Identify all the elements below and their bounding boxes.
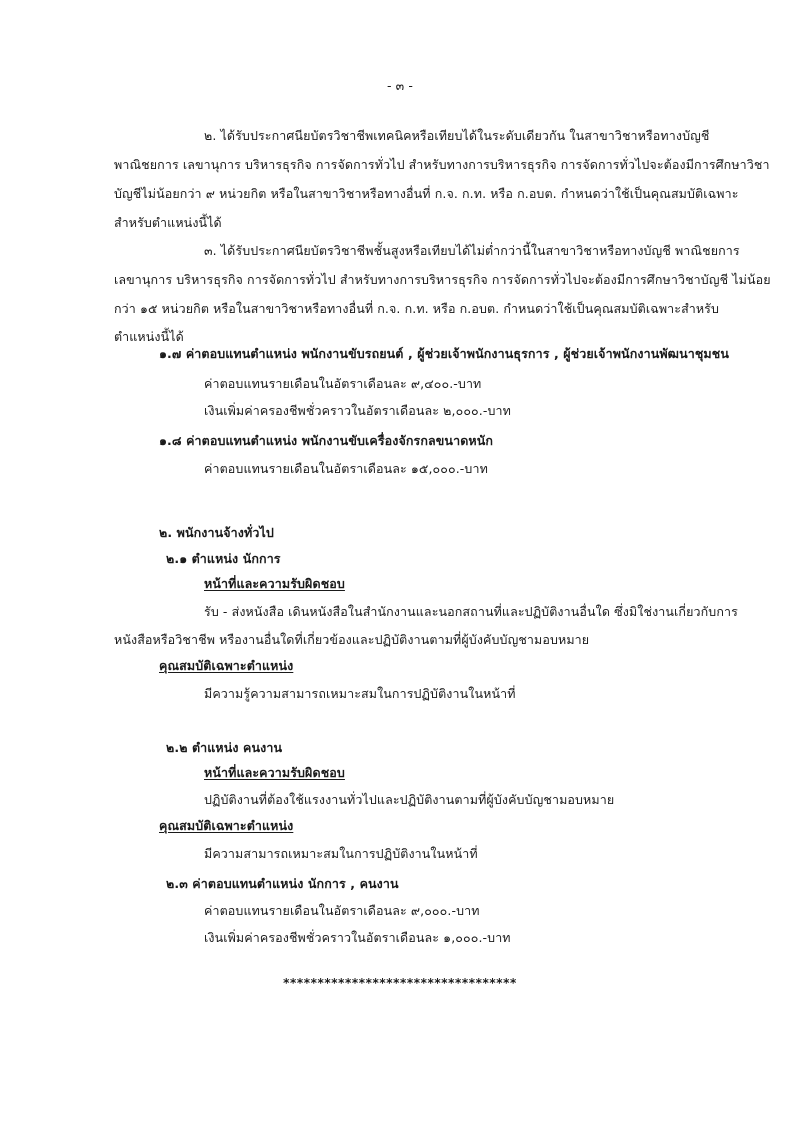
section-2-2-qualification-text: มีความสามารถเหมาะสมในการปฏิบัติงานในหน้าที่ [204,846,478,861]
qualification-3-line-2: เลขานุการ บริหารธุรกิจ การจัดการทั่วไป สำหรับทางการบริหารธุรกิจ การจัดการทั่วไปจะต้องมีการศึกษาวิชาบัญชี ไม่น้อย [114,272,771,287]
section-2-2-qualification-title: คุณสมบัติเฉพาะตำแหน่ง [159,818,294,833]
section-2-3-pay: ค่าตอบแทนรายเดือนในอัตราเดือนละ ๙,๐๐๐.-บาท [204,903,480,918]
section-2-2-duty-title: หน้าที่และความรับผิดชอบ [204,765,345,780]
qualification-3-line-1: ๓. ได้รับประกาศนียบัตรวิชาชีพชั้นสูงหรือเทียบได้ไม่ต่ำกว่านี้ในสาขาวิชาหรือทางบัญชี พาณิชยการ [204,243,740,258]
section-1-7-pay: ค่าตอบแทนรายเดือนในอัตราเดือนละ ๙,๔๐๐.-บาท [204,376,482,391]
section-2-1-duty-line-1: รับ - ส่งหนังสือ เดินหนังสือในสำนักงานและนอกสถานที่และปฏิบัติงานอื่นใด ซึ่งมิใช่งานเกี่ยวกับการ [204,604,738,619]
end-separator: ********************************** [283,976,517,990]
qualification-2-line-3: บัญชีไม่น้อยกว่า ๙ หน่วยกิต หรือในสาขาวิชาหรือทางอื่นที่ ก.จ. ก.ท. หรือ ก.อบต. กำหนดว่าใช้เป็นคุณสมบัติเฉพาะ [114,186,739,201]
section-1-7-allowance: เงินเพิ่มค่าครองชีพชั่วคราวในอัตราเดือนละ ๒,๐๐๐.-บาท [204,403,511,418]
page-number: - ๓ - [386,78,413,93]
section-2-3-heading: ๒.๓ ค่าตอบแทนตำแหน่ง นักการ , คนงาน [166,876,399,891]
qualification-3-line-4: ตำแหน่งนี้ได้ [114,329,184,344]
section-2-1-qualification-text: มีความรู้ความสามารถเหมาะสมในการปฏิบัติงานในหน้าที่ [204,686,516,701]
qualification-2-line-1: ๒. ได้รับประกาศนียบัตรวิชาชีพเทคนิคหรือเทียบได้ในระดับเดียวกัน ในสาขาวิชาหรือทางบัญชี [204,128,710,143]
section-2-1-heading: ๒.๑ ตำแหน่ง นักการ [166,551,281,566]
section-1-7-heading: ๑.๗ ค่าตอบแทนตำแหน่ง พนักงานขับรถยนต์ , ผู้ช่วยเจ้าพนักงานธุรการ , ผู้ช่วยเจ้าพนักงานพัฒนาชุมชน [159,346,729,361]
section-2-2-heading: ๒.๒ ตำแหน่ง คนงาน [166,740,283,755]
section-2-2-duty-line-1: ปฏิบัติงานที่ต้องใช้แรงงานทั่วไปและปฏิบัติงานตามที่ผู้บังคับบัญชามอบหมาย [204,792,615,807]
section-2-1-duty-line-2: หนังสือหรือวิชาชีพ หรืองานอื่นใดที่เกี่ยวข้องและปฏิบัติงานตามที่ผู้บังคับบัญชามอบหมาย [114,632,590,647]
qualification-2-line-4: สำหรับตำแหน่งนี้ได้ [114,215,222,230]
qualification-3-line-3: กว่า ๑๕ หน่วยกิต หรือในสาขาวิชาหรือทางอื่นที่ ก.จ. ก.ท. หรือ ก.อบต. กำหนดว่าใช้เป็นคุณสมบัติเฉพาะสำหรับ [114,301,720,316]
section-1-8-pay: ค่าตอบแทนรายเดือนในอัตราเดือนละ ๑๕,๐๐๐.-บาท [204,461,488,476]
section-2-1-duty-title: หน้าที่และความรับผิดชอบ [204,576,345,591]
section-2-heading: ๒. พนักงานจ้างทั่วไป [159,525,274,540]
section-2-3-allowance: เงินเพิ่มค่าครองชีพชั่วคราวในอัตราเดือนละ ๑,๐๐๐.-บาท [204,930,511,945]
section-1-8-heading: ๑.๘ ค่าตอบแทนตำแหน่ง พนักงานขับเครื่องจักรกลขนาดหนัก [159,433,494,448]
section-2-1-qualification-title: คุณสมบัติเฉพาะตำแหน่ง [159,658,294,673]
qualification-2-line-2: พาณิชยการ เลขานุการ บริหารธุรกิจ การจัดการทั่วไป สำหรับทางการบริหารธุรกิจ การจัดการทั่วไปจะต้องมีการศึกษาวิชา [114,157,770,172]
